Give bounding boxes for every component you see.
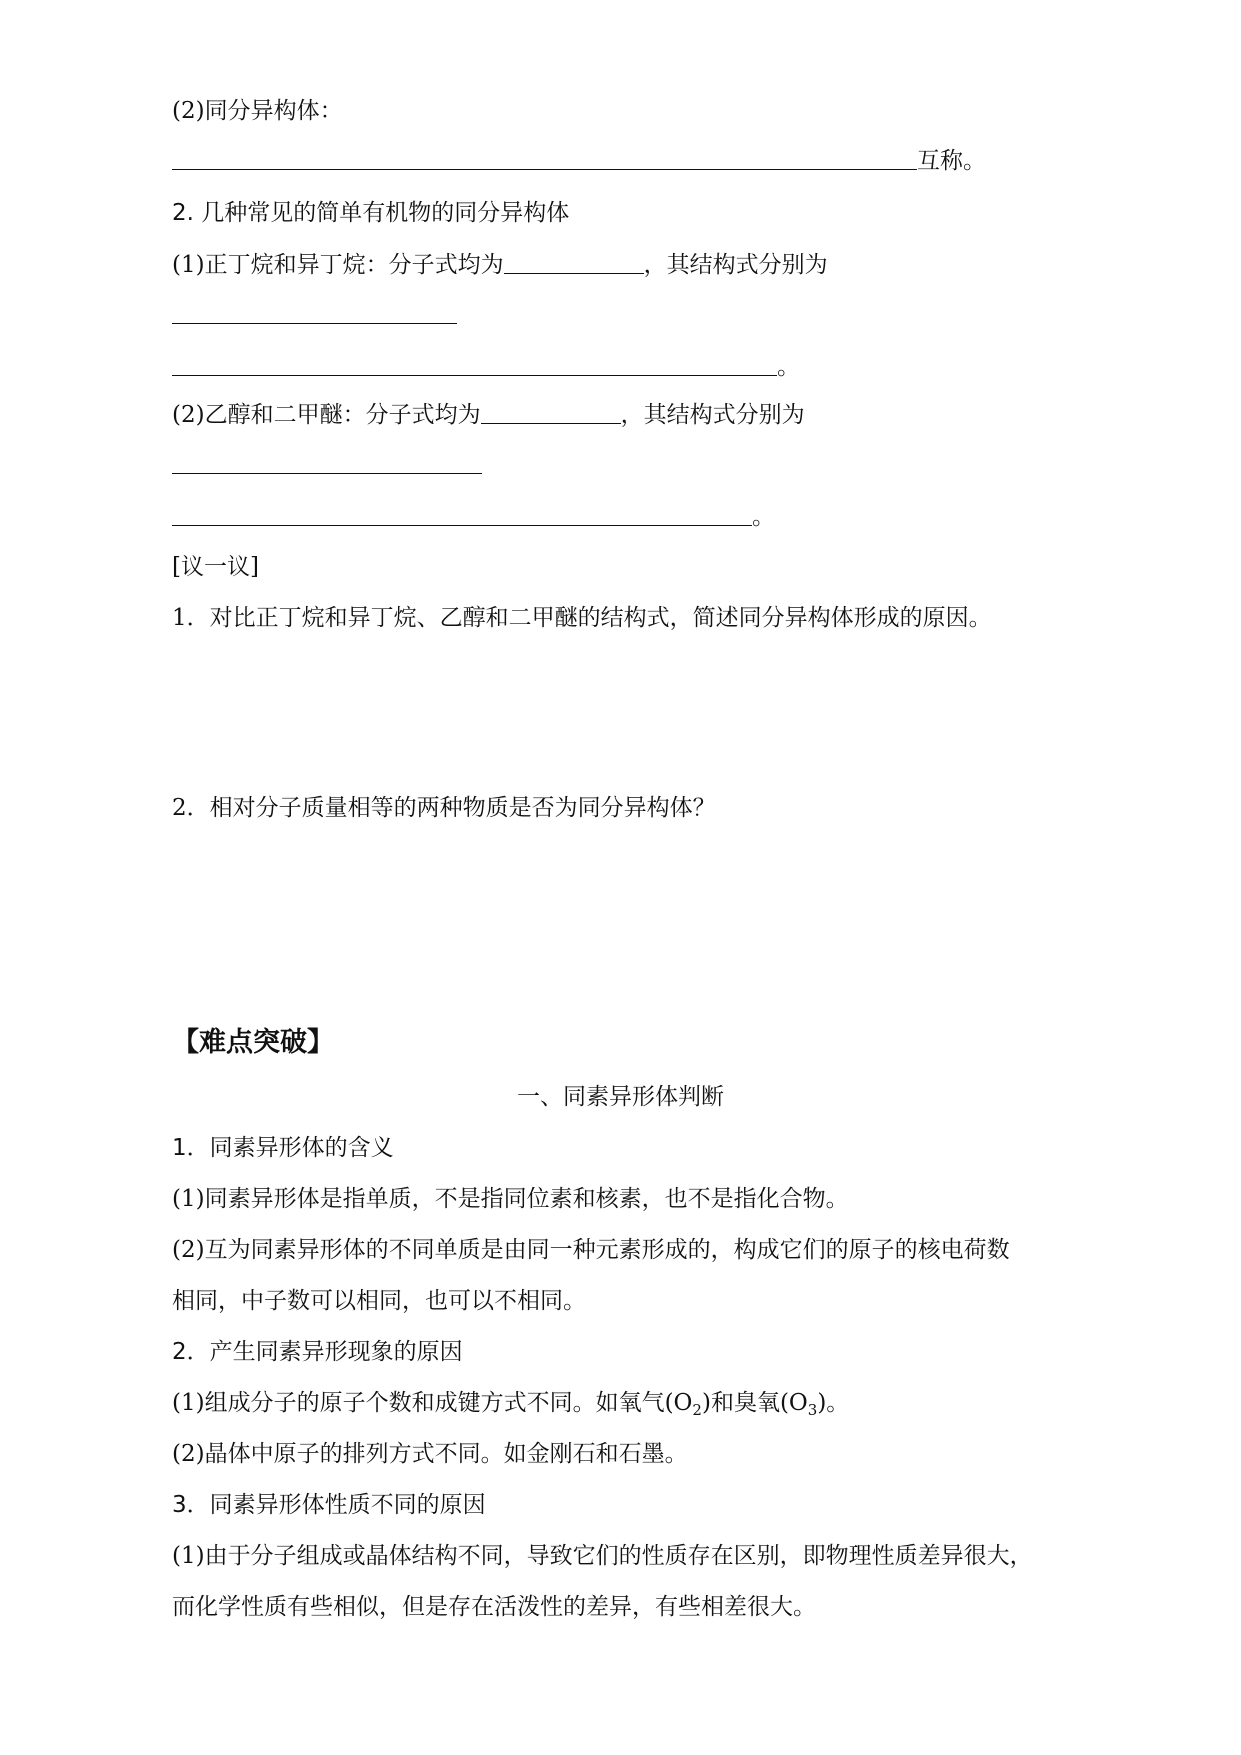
s1-title: 1．同素异形体的含义 bbox=[172, 1135, 394, 1161]
s2-title: 2．产生同素异形现象的原因 bbox=[172, 1339, 463, 1365]
butane-line bbox=[172, 250, 828, 280]
butane-structure-line-1 bbox=[172, 300, 457, 330]
butane-structure-line-2 bbox=[172, 352, 800, 382]
s2-p1-part-a: (1)组成分子的原子个数和成键方式不同。如氧气(O bbox=[172, 1390, 693, 1416]
s3-paragraph-1a: (1)由于分子组成或晶体结构不同，导致它们的性质存在区别，即物理性质差异很大， bbox=[172, 1543, 1033, 1569]
section2-title: 2. 几种常见的简单有机物的同分异构体 bbox=[172, 200, 570, 226]
discussion-title: [议一议] bbox=[172, 554, 259, 580]
butane-suffix: ，其结构式分别为 bbox=[643, 252, 828, 278]
ethanol-prefix: (2)乙醇和二甲醚：分子式均为 bbox=[172, 402, 481, 428]
breakthrough-title: 【难点突破】 bbox=[172, 1027, 334, 1058]
ethanol-structure-line-2 bbox=[172, 502, 775, 532]
s1-paragraph-2a: (2)互为同素异形体的不同单质是由同一种元素形成的，构成它们的原子的核电荷数 bbox=[172, 1237, 1010, 1263]
o3-subscript: 3 bbox=[807, 1401, 818, 1419]
s1-paragraph-1: (1)同素异形体是指单质，不是指同位素和核素，也不是指化合物。 bbox=[172, 1186, 849, 1212]
butane-formula-blank[interactable] bbox=[504, 251, 644, 274]
s2-paragraph-2: (2)晶体中原子的排列方式不同。如金刚石和石墨。 bbox=[172, 1441, 688, 1467]
butane-end: 。 bbox=[777, 354, 800, 380]
item2-definition-line bbox=[172, 146, 986, 176]
ethanol-line bbox=[172, 400, 805, 430]
definition-blank[interactable] bbox=[172, 147, 917, 170]
ethanol-end: 。 bbox=[752, 504, 775, 530]
item2-suffix: 互称。 bbox=[917, 148, 986, 174]
o2-subscript: 2 bbox=[692, 1401, 702, 1419]
ethanol-structure-blank-1[interactable] bbox=[172, 451, 482, 474]
ethanol-formula-blank[interactable] bbox=[481, 401, 621, 424]
discussion-question-2: 2．相对分子质量相等的两种物质是否为同分异构体？ bbox=[172, 795, 716, 821]
ethanol-structure-blank-2[interactable] bbox=[172, 503, 752, 526]
breakthrough-subtitle: 一、同素异形体判断 bbox=[517, 1084, 724, 1110]
s2-p1-part-b: )和臭氧(O bbox=[701, 1390, 808, 1416]
s2-paragraph-1 bbox=[172, 1388, 849, 1418]
s3-paragraph-1b: 而化学性质有些相似，但是存在活泼性的差异，有些相差很大。 bbox=[172, 1594, 816, 1620]
ethanol-suffix: ，其结构式分别为 bbox=[620, 402, 805, 428]
butane-prefix: (1)正丁烷和异丁烷：分子式均为 bbox=[172, 252, 504, 278]
s2-p1-part-c: )。 bbox=[817, 1390, 850, 1416]
s1-paragraph-2b: 相同，中子数可以相同，也可以不相同。 bbox=[172, 1288, 586, 1314]
discussion-question-1: 1．对比正丁烷和异丁烷、乙醇和二甲醚的结构式，简述同分异构体形成的原因。 bbox=[172, 605, 992, 631]
ethanol-structure-line-1 bbox=[172, 450, 482, 480]
butane-structure-blank-1[interactable] bbox=[172, 301, 457, 324]
item2-label: (2)同分异构体： bbox=[172, 98, 343, 124]
s3-title: 3．同素异形体性质不同的原因 bbox=[172, 1492, 486, 1518]
butane-structure-blank-2[interactable] bbox=[172, 353, 777, 376]
